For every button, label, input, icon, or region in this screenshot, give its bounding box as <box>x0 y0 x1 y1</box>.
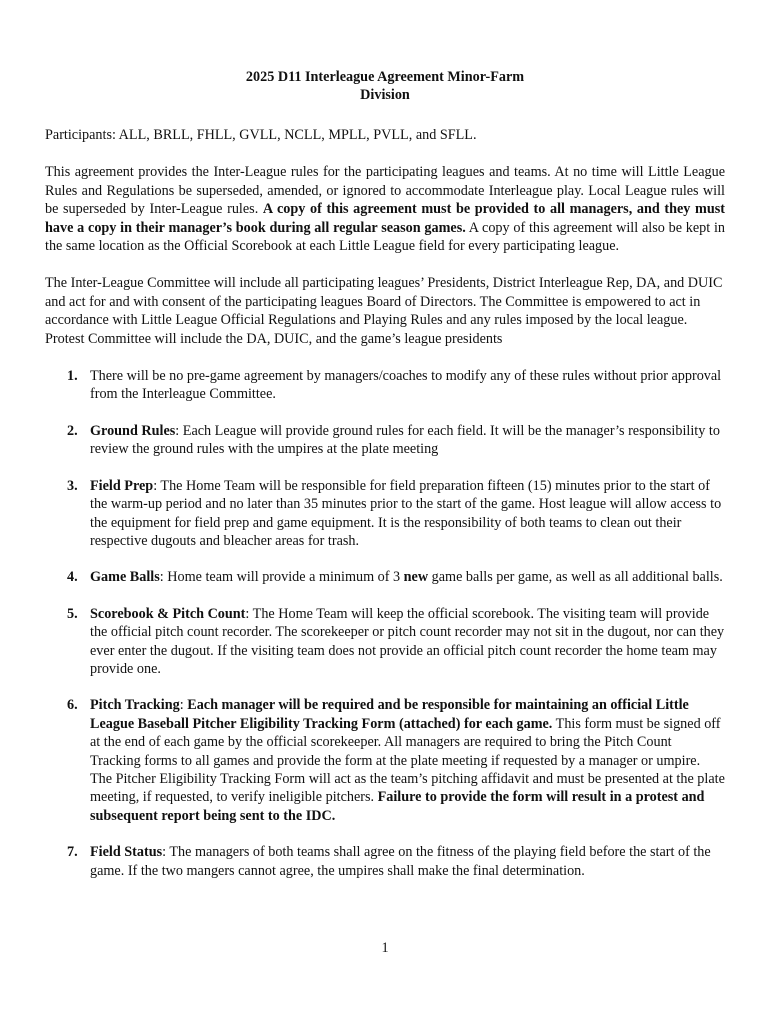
rule-bold-text: Failure to provide the form will result in a protest and subsequent report being sent to the IDC. <box>90 789 705 824</box>
participants-line: Participants: ALL, BRLL, FHLL, GVLL, NCLL, MPLL, PVLL, and SFLL. <box>45 127 477 143</box>
title-line-1: 2025 D11 Interleague Agreement Minor-Farm <box>245 69 525 85</box>
committee-paragraph: The Inter-League Committee will include all participating leagues’ Presidents, District Interleague Rep, DA, and DUIC and act for and with consent of the participating leagues Board of Directors. The Committee is empowered to act in accordance with Little League Official Regulations and Playing Rules and any rules imposed by the local league. Protest Committee will include the DA, DUIC, and the game’s league presidents <box>45 275 723 347</box>
rule-heading: Field Status <box>90 844 163 861</box>
rule-item <box>45 367 725 404</box>
rule-heading: Pitch Tracking <box>90 697 180 714</box>
rules-list <box>45 367 725 880</box>
rule-number: 2. <box>67 422 78 439</box>
rule-text: game balls per game, as well as all additional balls. <box>428 569 723 586</box>
rule-item <box>45 477 725 551</box>
rule-text: : Home team will provide a minimum of 3 <box>159 569 404 586</box>
rule-bold-word: new <box>403 569 429 586</box>
page-number: 1 <box>381 940 389 956</box>
rule-bold-text: Each manager will be required and be responsible for maintaining an official Little League Baseball Pitcher Eligibility Tracking Form (attached) for each game. <box>90 697 689 732</box>
intro-paragraph <box>45 163 725 255</box>
rule-number: 7. <box>67 844 78 861</box>
rule-number: 5. <box>67 605 78 622</box>
intro-text-1: This agreement provides the Inter-League rules for the participating leagues and teams. At no time will Little League Rules and Regulations be superseded, amended, or ignored to accommodate Interleague play. Local League rules will be superseded by Inter-League rules. <box>45 164 725 218</box>
rule-text: There will be no pre-game agreement by managers/coaches to modify any of these rules without prior approval from the Interleague Committee. <box>90 368 722 403</box>
rule-number: 6. <box>67 697 78 714</box>
rule-item <box>45 605 725 679</box>
rule-text: This form must be signed off at the end of each game by the official scorekeeper. All managers are required to bring the Pitch Count Tracking forms to all games and provide the form at the plate meeting if requested by a manager or umpire. The Pitcher Eligibility Tracking Form will act as the team’s pitching affidavit and must be presented at the plate meeting, if requested, to verify ineligible pitchers. <box>90 715 725 806</box>
document-title <box>45 68 725 104</box>
title-line-2: Division <box>360 87 410 103</box>
rule-item <box>45 843 725 880</box>
rule-heading: Game Balls <box>90 569 160 586</box>
intro-text-2: A copy of this agreement will also be kept in the same location as the Official Scorebook at each Little League field for every participating league. <box>45 219 726 255</box>
rule-text: : Each League will provide ground rules for each field. It will be the manager’s responsibility to review the ground rules with the umpires at the plate meeting <box>90 422 720 458</box>
rule-item <box>45 568 725 586</box>
rule-text: : <box>179 697 188 714</box>
rule-item <box>45 422 725 459</box>
rule-heading: Ground Rules <box>90 422 176 439</box>
rule-number: 3. <box>67 477 78 494</box>
rule-text: : The Home Team will keep the official scorebook. The visiting team will provide the official pitch count recorder. The scorekeeper or pitch count recorder may not sit in the dugout, nor can they ever enter the dugout. If the visiting team does not provide an official pitch count recorder the home team may provide one. <box>90 605 725 677</box>
rule-heading: Scorebook & Pitch Count <box>90 605 246 622</box>
rule-number: 1. <box>67 368 78 385</box>
rule-number: 4. <box>67 569 78 586</box>
rule-text: : The managers of both teams shall agree on the fitness of the playing field before the start of the game. If the two mangers cannot agree, the umpires shall make the final determination. <box>90 844 711 879</box>
rule-heading: Field Prep <box>90 477 154 494</box>
rule-item <box>45 696 725 825</box>
intro-bold: A copy of this agreement must be provided to all managers, and they must have a copy in their manager’s book during all regular season games. <box>45 201 725 236</box>
rule-text: : The Home Team will be responsible for field preparation fifteen (15) minutes prior to the start of the warm-up period and no later than 35 minutes prior to the start of the game. Host league will allow access to the equipment for field prep and game equipment. It is the responsibility of both teams to clean out their respective dugouts and bleacher areas for trash. <box>90 477 722 549</box>
